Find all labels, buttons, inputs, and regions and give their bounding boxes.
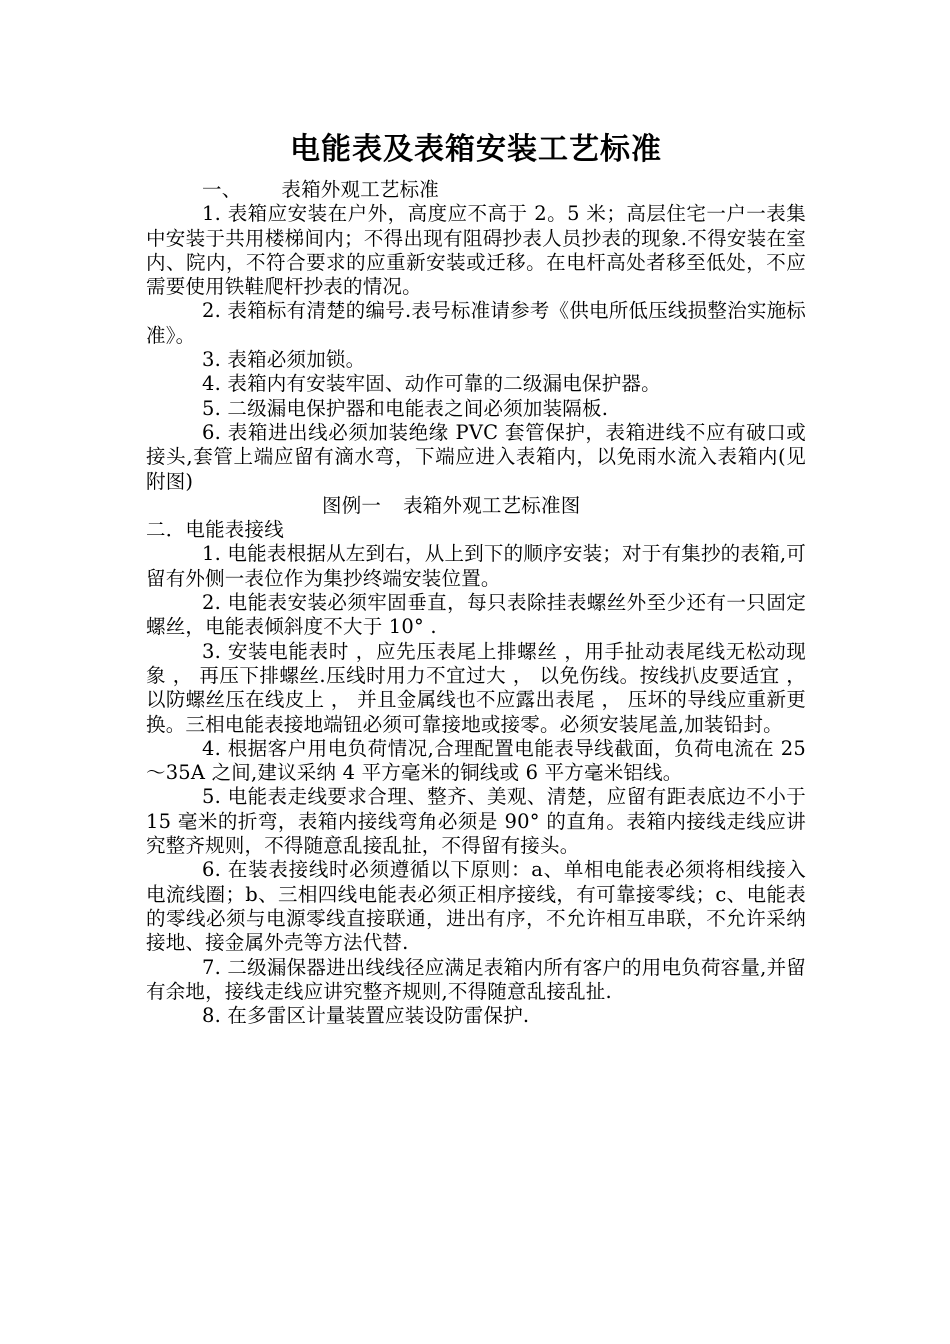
section-1-item-4: 4. 表箱内有安装牢固、动作可靠的二级漏电保护器。 [202, 372, 661, 396]
document-page [146, 130, 806, 1028]
figure-caption-label: 图例一 [322, 493, 382, 517]
section-1-heading [146, 178, 806, 202]
document-title: 电能表及表箱安装工艺标准 [290, 132, 662, 167]
section-2-item-6: 6. 在装表接线时必须遵循以下原则：a、单相电能表必须将相线接入电流线圈；b、三相四线电能表必须正相序接线，有可靠接零线；c、电能表的零线必须与电源零线直接联通，进出有序，不允许相互串联，不允许采纳接地、接金属外壳等方法代替. [146, 858, 806, 955]
section-2-item-2: 2. 电能表安装必须牢固垂直，每只表除挂表螺丝外至少还有一只固定螺丝，电能表倾斜度不大于 10° . [146, 591, 806, 639]
section-2-item-1: 1. 电能表根据从左到右，从上到下的顺序安装；对于有集抄的表箱,可留有外侧一表位作为集抄终端安装位置。 [146, 542, 806, 590]
section-1-item-6: 6. 表箱进出线必须加装绝缘 PVC 套管保护，表箱进线不应有破口或接头,套管上端应留有滴水弯，下端应进入表箱内，以免雨水流入表箱内(见附图) [146, 420, 806, 493]
section-1-item-3: 3. 表箱必须加锁。 [202, 348, 366, 372]
section-1-title: 表箱外观工艺标准 [281, 178, 440, 201]
section-1-number: 一、 [202, 178, 242, 201]
section-2-item-5: 5. 电能表走线要求合理、整齐、美观、清楚，应留有距表底边不小于 15 毫米的折弯，表箱内接线弯角必须是 90° 的直角。表箱内接线走线应讲究整齐规则，不得随意乱接乱扯，不得留有接头。 [146, 785, 806, 858]
section-1-item-5: 5. 二级漏电保护器和电能表之间必须加装隔板. [202, 396, 609, 420]
section-2-item-4: 4. 根据客户用电负荷情况,合理配置电能表导线截面，负荷电流在 25～35A 之间,建议采纳 4 平方毫米的铜线或 6 平方毫米铝线。 [146, 736, 806, 785]
figure-caption-text: 表箱外观工艺标准图 [403, 493, 581, 517]
figure-caption [146, 494, 806, 518]
section-2-item-3: 3. 安装电能表时 ，应先压表尾上排螺丝 ，用手扯动表尾线无松动现象 ， 再压下排螺丝.压线时用力不宜过大 ， 以免伤线。按线扒皮要适宜 ， 以防螺丝压在线皮上 ， 并且金属线也不应露出表尾 ， 压坏的导线应重新更换。三相电能表接地端钮必须可靠接地或接零。必须安装尾盖,加装铅封。 [146, 639, 806, 736]
section-1-item-2: 2. 表箱标有清楚的编号.表号标准请参考《供电所低压线损整治实施标准》。 [146, 299, 806, 347]
section-2-heading: 二．电能表接线 [146, 518, 284, 542]
section-2-item-7: 7. 二级漏保器进出线线径应满足表箱内所有客户的用电负荷容量,并留有余地，接线走线应讲究整齐规则,不得随意乱接乱扯. [146, 955, 806, 1003]
section-2-item-8: 8. 在多雷区计量装置应装设防雷保护. [202, 1004, 530, 1028]
section-1-item-1: 1. 表箱应安装在户外，高度应不高于 2。5 米；高层住宅一户一表集中安装于共用楼梯间内；不得出现有阻碍抄表人员抄表的现象.不得安装在室内、院内，不符合要求的应重新安装或迁移。在电杆高处者移至低处，不应需要使用铁鞋爬杆抄表的情况。 [146, 202, 806, 299]
